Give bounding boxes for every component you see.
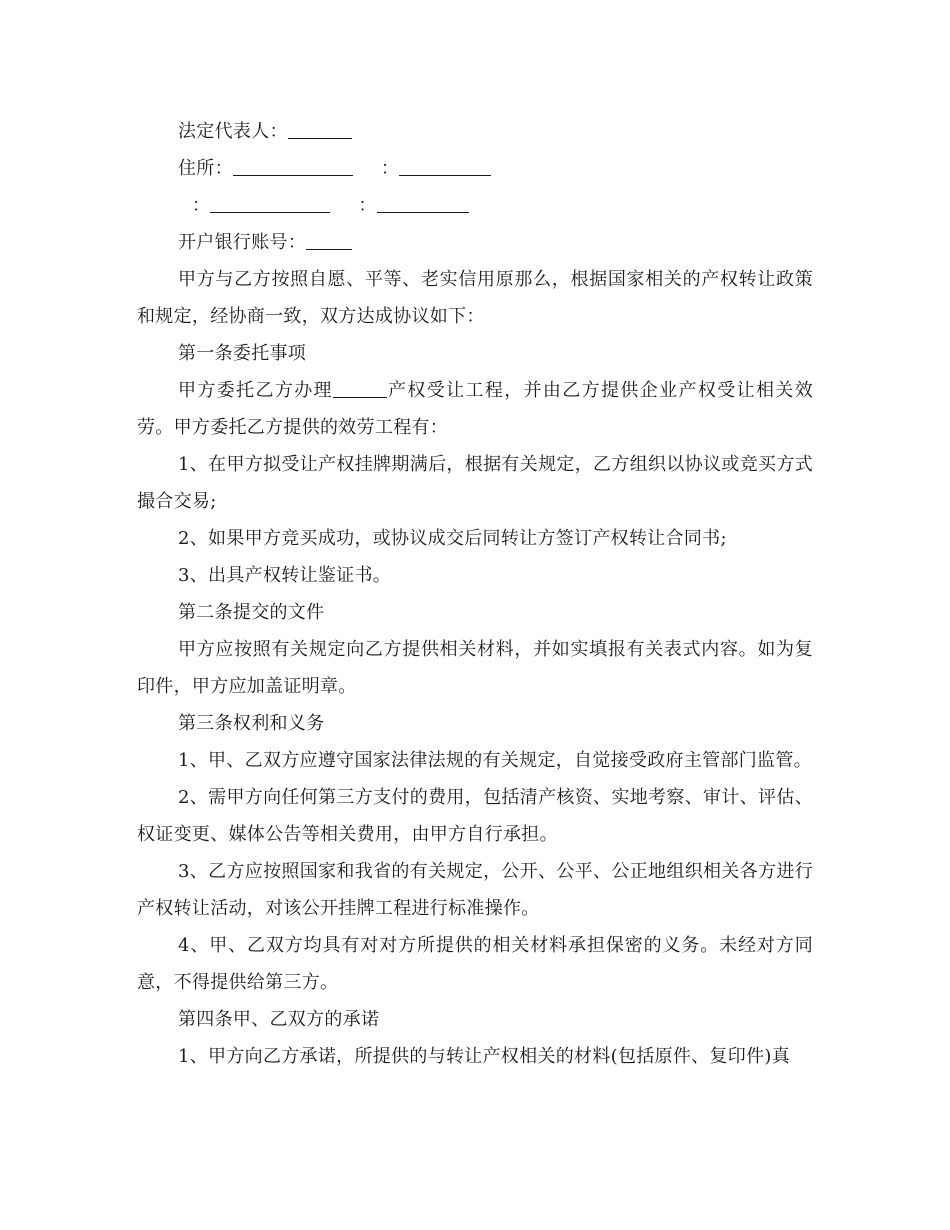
article3-item-4: 4、甲、乙双方均具有对对方所提供的相关材料承担保密的义务。未经对方同意，不得提供给第三方。 <box>137 935 813 993</box>
article3-item-1: 1、甲、乙双方应遵守国家法律法规的有关规定，自觉接受政府主管部门监管。 <box>178 750 812 771</box>
bank-account-label: 开户银行账号： <box>178 232 307 253</box>
article1-item-3: 3、出具产权转让鉴证书。 <box>178 565 392 586</box>
bank-account-blank <box>306 231 352 250</box>
colon-a: ： <box>380 158 400 179</box>
article1-text-after: 产权受让工程，并由乙方提供企业产权受让相关效劳。甲方委托乙方提供的效劳工程有： <box>137 380 813 438</box>
legal-rep-blank <box>288 120 352 139</box>
intro-paragraph: 甲方与乙方按照自愿、平等、老实信用原那么，根据国家相关的产权转让政策和规定，经协商一致，双方达成协议如下： <box>137 269 813 327</box>
article3-title: 第三条权利和义务 <box>178 713 325 734</box>
address-line <box>137 150 813 187</box>
field-c-blank <box>377 194 469 213</box>
colon-b: ： <box>192 195 211 216</box>
legal-rep-line <box>137 113 813 150</box>
article1-text-before: 甲方委托乙方办理 <box>178 380 333 401</box>
article1-project-blank <box>333 379 387 398</box>
bank-account-line <box>137 224 813 261</box>
article2-title: 第二条提交的文件 <box>178 602 325 623</box>
article3-item-2: 2、需甲方向任何第三方支付的费用，包括清产核资、实地考察、审计、评估、权证变更、媒体公告等相关费用，由甲方自行承担。 <box>137 787 813 845</box>
document-body <box>137 113 813 1075</box>
address-label: 住所： <box>178 158 233 179</box>
unlabeled-fields-line <box>137 187 813 224</box>
article4-item-1: 1、甲方向乙方承诺，所提供的与转让产权相关的材料(包括原件、复印件)真 <box>178 1046 790 1067</box>
article1-text <box>137 372 813 446</box>
article1-item-2: 2、如果甲方竞买成功，或协议成交后同转让方签订产权转让合同书; <box>178 528 727 549</box>
article3-item-3: 3、乙方应按照国家和我省的有关规定，公开、公平、公正地组织相关各方进行产权转让活动，对该公开挂牌工程进行标准操作。 <box>137 861 813 919</box>
field-b-blank <box>210 194 330 213</box>
article1-item-1: 1、在甲方拟受让产权挂牌期满后，根据有关规定，乙方组织以协议或竞买方式撮合交易; <box>137 454 813 512</box>
article4-title: 第四条甲、乙双方的承诺 <box>178 1009 380 1030</box>
legal-rep-label: 法定代表人： <box>178 121 288 142</box>
article1-title: 第一条委托事项 <box>178 343 307 364</box>
colon-c: ： <box>358 195 377 216</box>
article2-text: 甲方应按照有关规定向乙方提供相关材料，并如实填报有关表式内容。如为复印件，甲方应加盖证明章。 <box>137 639 813 697</box>
field-a-blank <box>399 157 491 176</box>
address-blank <box>233 157 353 176</box>
